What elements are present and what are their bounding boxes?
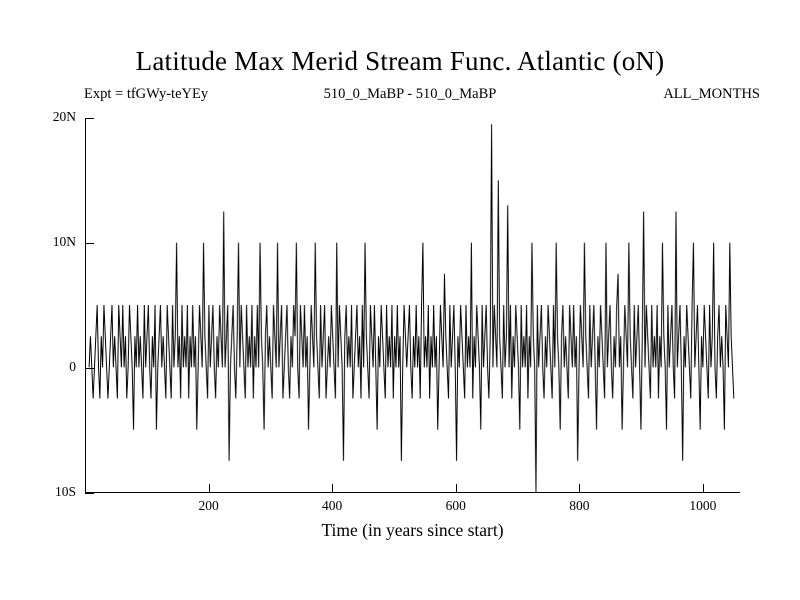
y-tick-mark (85, 368, 94, 369)
x-tick-mark (332, 484, 333, 493)
y-tick-label: 0 (69, 359, 76, 374)
x-tick-label: 1000 (689, 498, 717, 513)
y-tick-mark (85, 493, 94, 494)
x-tick-mark (703, 484, 704, 493)
y-tick-label: 10N (52, 234, 76, 249)
x-axis-title: Time (in years since start) (321, 520, 504, 540)
x-tick-label: 800 (569, 498, 590, 513)
x-tick-label: 200 (198, 498, 219, 513)
months-label: ALL_MONTHS (663, 86, 760, 102)
x-tick-label: 600 (445, 498, 466, 513)
y-tick-mark (85, 118, 94, 119)
x-tick-mark (209, 484, 210, 493)
y-tick-mark (85, 243, 94, 244)
plot-area (85, 118, 740, 493)
x-tick-label: 400 (322, 498, 343, 513)
y-tick-label: 10S (54, 484, 76, 499)
y-tick-label: 20N (52, 109, 76, 124)
x-tick-mark (579, 484, 580, 493)
run-label: 510_0_MaBP - 510_0_MaBP (323, 86, 497, 102)
experiment-label: Expt = tfGWy-teYEy (84, 86, 209, 102)
series-canvas (86, 118, 740, 492)
x-tick-mark (456, 484, 457, 493)
subtitle-row (60, 86, 760, 106)
page-title: Latitude Max Merid Stream Func. Atlantic (oN) (135, 46, 665, 76)
